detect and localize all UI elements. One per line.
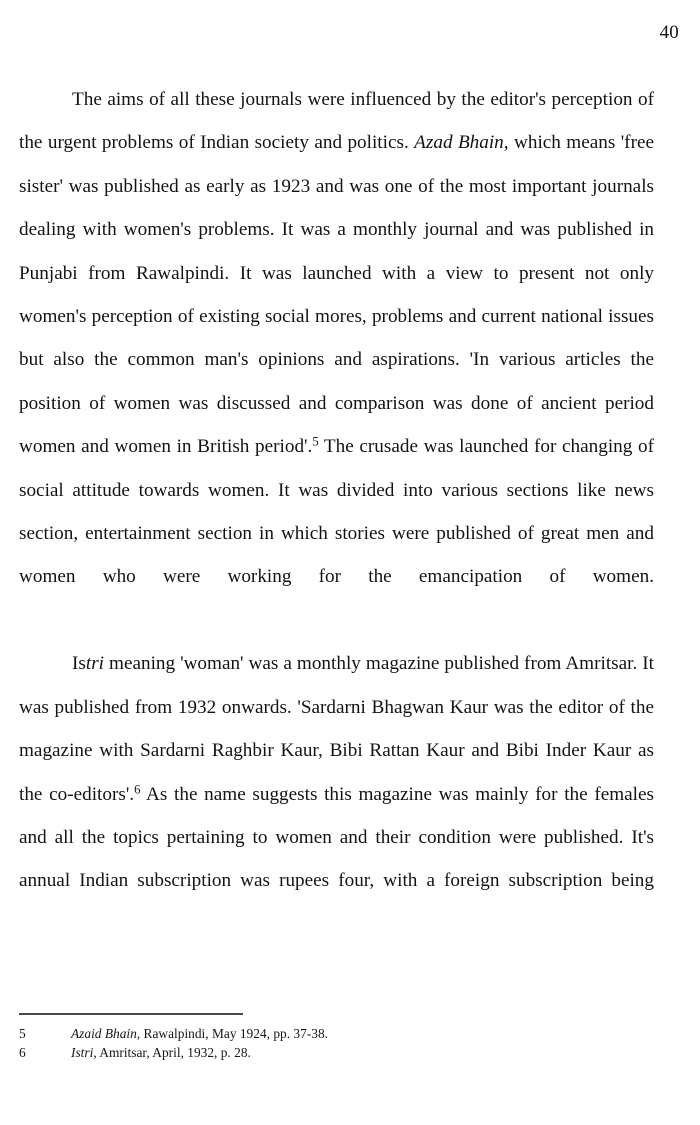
italic-title: Azad Bhain — [414, 132, 504, 154]
footnote-reference-5[interactable]: 5 — [312, 434, 319, 449]
text-run: The aims of all these journals were influenced by the editor's perception of the urgent problems of Indian society and politics. — [19, 89, 654, 154]
italic-title: tri — [85, 653, 104, 675]
footnote-item-5 — [19, 1024, 659, 1044]
footnote-section — [19, 1013, 659, 1063]
footnote-list — [19, 1024, 659, 1063]
footnote-source-title: Istri — [71, 1045, 94, 1061]
footnote-reference-6[interactable]: 6 — [134, 781, 141, 796]
footnote-citation-details: , Rawalpindi, May 1924, pp. 37-38. — [136, 1025, 329, 1041]
footnote-text — [71, 1024, 659, 1044]
page-number: 40 — [659, 22, 679, 43]
footnote-citation-details: , Amritsar, April, 1932, p. 28. — [93, 1045, 251, 1061]
footnote-number: 5 — [19, 1025, 26, 1041]
para-azad-bhain — [19, 78, 654, 642]
text-run: , which means 'free sister' was published as early as 1923 and was one of the most important journals dealing with women's problems. It was a monthly journal and was published in Punjabi from Rawalpindi. It was launched with a view to present not only women's perception of existing social mores, problems and current national issues but also the common man's opinions and aspirations. 'In various articles the position of women was discussed and comparison was done of ancient period women and women in British period'. — [19, 132, 654, 458]
para-istri — [19, 642, 654, 946]
text-run: Is — [72, 653, 86, 675]
footnote-number: 6 — [19, 1045, 26, 1061]
footnote-separator-rule — [19, 1013, 243, 1014]
footnote-item-6 — [19, 1043, 659, 1063]
body-text-block — [19, 78, 654, 946]
footnote-text — [71, 1043, 659, 1063]
footnote-source-title: Azaid Bhain — [71, 1025, 137, 1041]
text-run: The crusade was launched for changing of social attitude towards women. It was divided into various sections like news section, entertainment section in which stories were published of great men and women who were working for the emancipation of women. — [19, 436, 654, 588]
text-run: meaning 'woman' was a monthly magazine published from Amritsar. It was published from 1932 onwards. 'Sardarni Bhagwan Kaur was the editor of the magazine with Sardarni Raghbir Kaur, Bibi Rattan Kaur and Bibi Inder Kaur as the co-editors'. — [19, 653, 654, 805]
text-run: As the name suggests this magazine was mainly for the females and all the topics pertaining to women and their condition were published. It's annual Indian subscription was rupees four, with a foreign subscription being — [19, 783, 654, 892]
